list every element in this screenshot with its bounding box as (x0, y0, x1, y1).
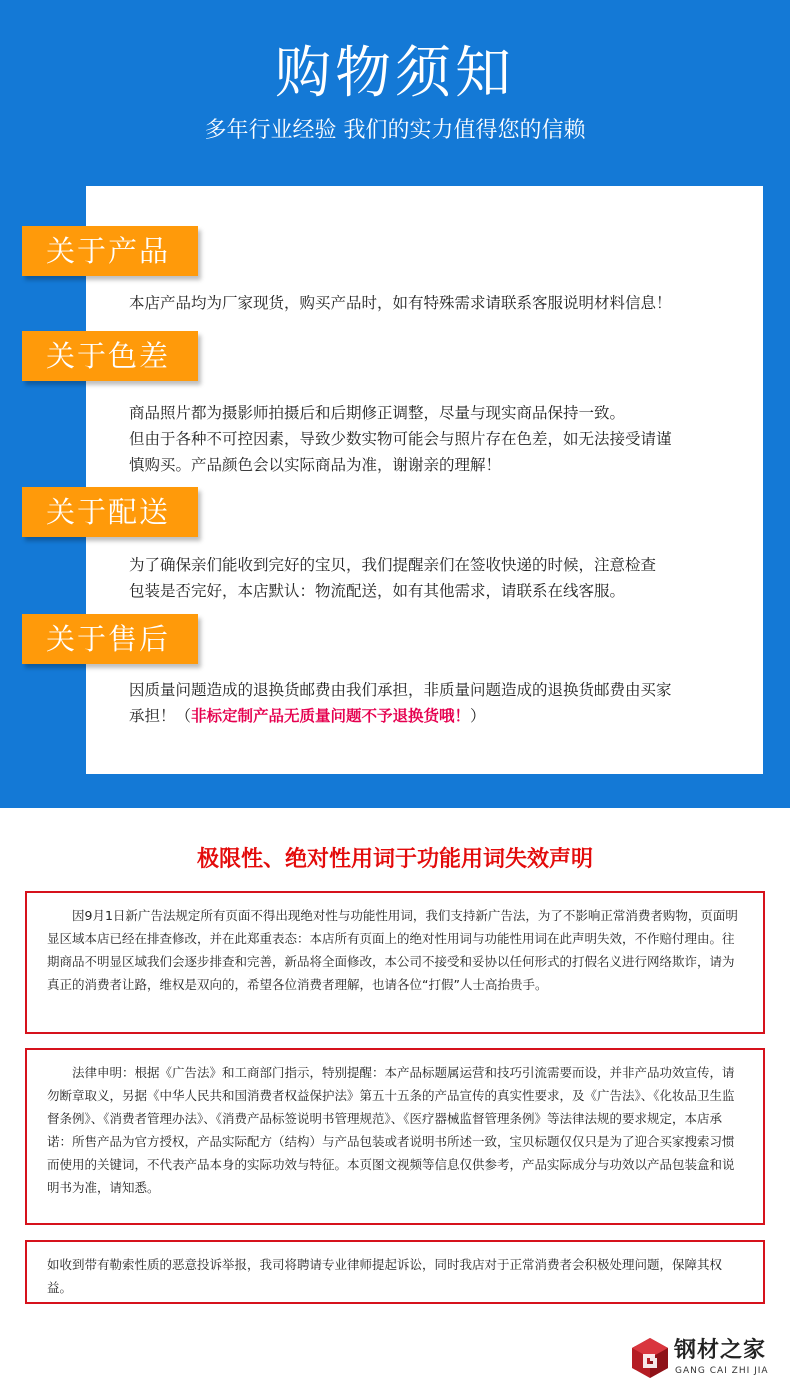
page-subtitle: 多年行业经验 我们的实力值得您的信赖 (204, 118, 586, 143)
brand-logo (630, 1336, 780, 1380)
declaration-text: 因9月1日新广告法规定所有页面不得出现绝对性与功能性用词，我们支持新广告法，为了不影响正常消费者购物，页面明显区域本店已经在排查修改，并在此郑重表态：本店所有页面上的绝对性用词与功能性用词在此声明失效，不作赔付理由。往期商品不明显区域我们会逐步排查和完善，新品将全面修改，本公司不接受和妥协以任何形式的打假名义进行网络欺诈，请为真正的消费者让路，维权是双向的，希望各位消费者理解，也请各位“打假”人士高抬贵手。 (47, 908, 738, 992)
section-text-product (129, 290, 729, 316)
brand-name-cn: 钢材之家 (674, 1338, 767, 1363)
section-tag-color: 关于色差 (22, 331, 198, 381)
text-line: 为了确保亲们能收到完好的宝贝，我们提醒亲们在签收快递的时候，注意检查 (129, 556, 657, 574)
text-line: 因质量问题造成的退换货邮费由我们承担，非质量问题造成的退换货邮费由买家 (129, 681, 672, 699)
section-tag-delivery: 关于配送 (22, 487, 198, 537)
declaration-text: 法律申明：根据《广告法》和工商部门指示，特别提醒：本产品标题属运营和技巧引流需要而设，并非产品功效宣传，请勿断章取义，另据《中华人民共和国消费者权益保护法》第五十五条的产品宣传的真实性要求，及《广告法》、《化妆品卫生监督条例》、《消费者管理办法》、《消费产品标签说明书管理规范》、《医疗器械监督管理条例》等法律法规的要求规定，本店承诺：所售产品为官方授权，产品实际配方（结构）与产品包装或者说明书所述一致，宝贝标题仅仅只是为了迎合买家搜索习惯而使用的关键词，不代表产品本身的实际功效与特征。本页图文视频等信息仅供参考，产品实际成分与功效以产品包装盒和说明书为准，请知悉。 (47, 1065, 735, 1195)
section-tag-product: 关于产品 (22, 226, 198, 276)
declaration-box-complaint (25, 1240, 765, 1304)
text-line (129, 703, 729, 729)
text-line: 本店产品均为厂家现货，购买产品时，如有特殊需求请联系客服说明材料信息！ (129, 294, 672, 312)
declaration-box-ad-law (25, 891, 765, 1034)
section-text-aftersales (129, 677, 729, 729)
text-line: 但由于各种不可控因素，导致少数实物可能会与照片存在色差，如无法接受请谨 (129, 430, 672, 448)
page-title: 购物须知 (275, 41, 515, 106)
brand-name-en: GANG CAI ZHI JIA (675, 1366, 769, 1376)
declaration-box-legal (25, 1048, 765, 1225)
text-fragment: ） (470, 707, 486, 725)
text-fragment: 承担！（ (129, 707, 192, 725)
declaration-text: 如收到带有勒索性质的恶意投诉举报，我司将聘请专业律师提起诉讼，同时我店对于正常消费者会积极处理问题，保障其权益。 (47, 1257, 723, 1295)
no-return-warning: 非标定制产品无质量问题不予退换货哦！ (191, 707, 471, 725)
section-tag-aftersales: 关于售后 (22, 614, 198, 664)
text-line: 商品照片都为摄影师拍摄后和后期修正调整，尽量与现实商品保持一致。 (129, 404, 626, 422)
cube-logo-icon (630, 1336, 670, 1380)
declaration-title: 极限性、绝对性用词于功能用词失效声明 (196, 847, 593, 872)
text-line: 包装是否完好，本店默认：物流配送，如有其他需求，请联系在线客服。 (129, 582, 626, 600)
text-line: 慎购买。产品颜色会以实际商品为准，谢谢亲的理解！ (129, 456, 502, 474)
section-text-color (129, 400, 729, 478)
section-text-delivery (129, 552, 729, 604)
